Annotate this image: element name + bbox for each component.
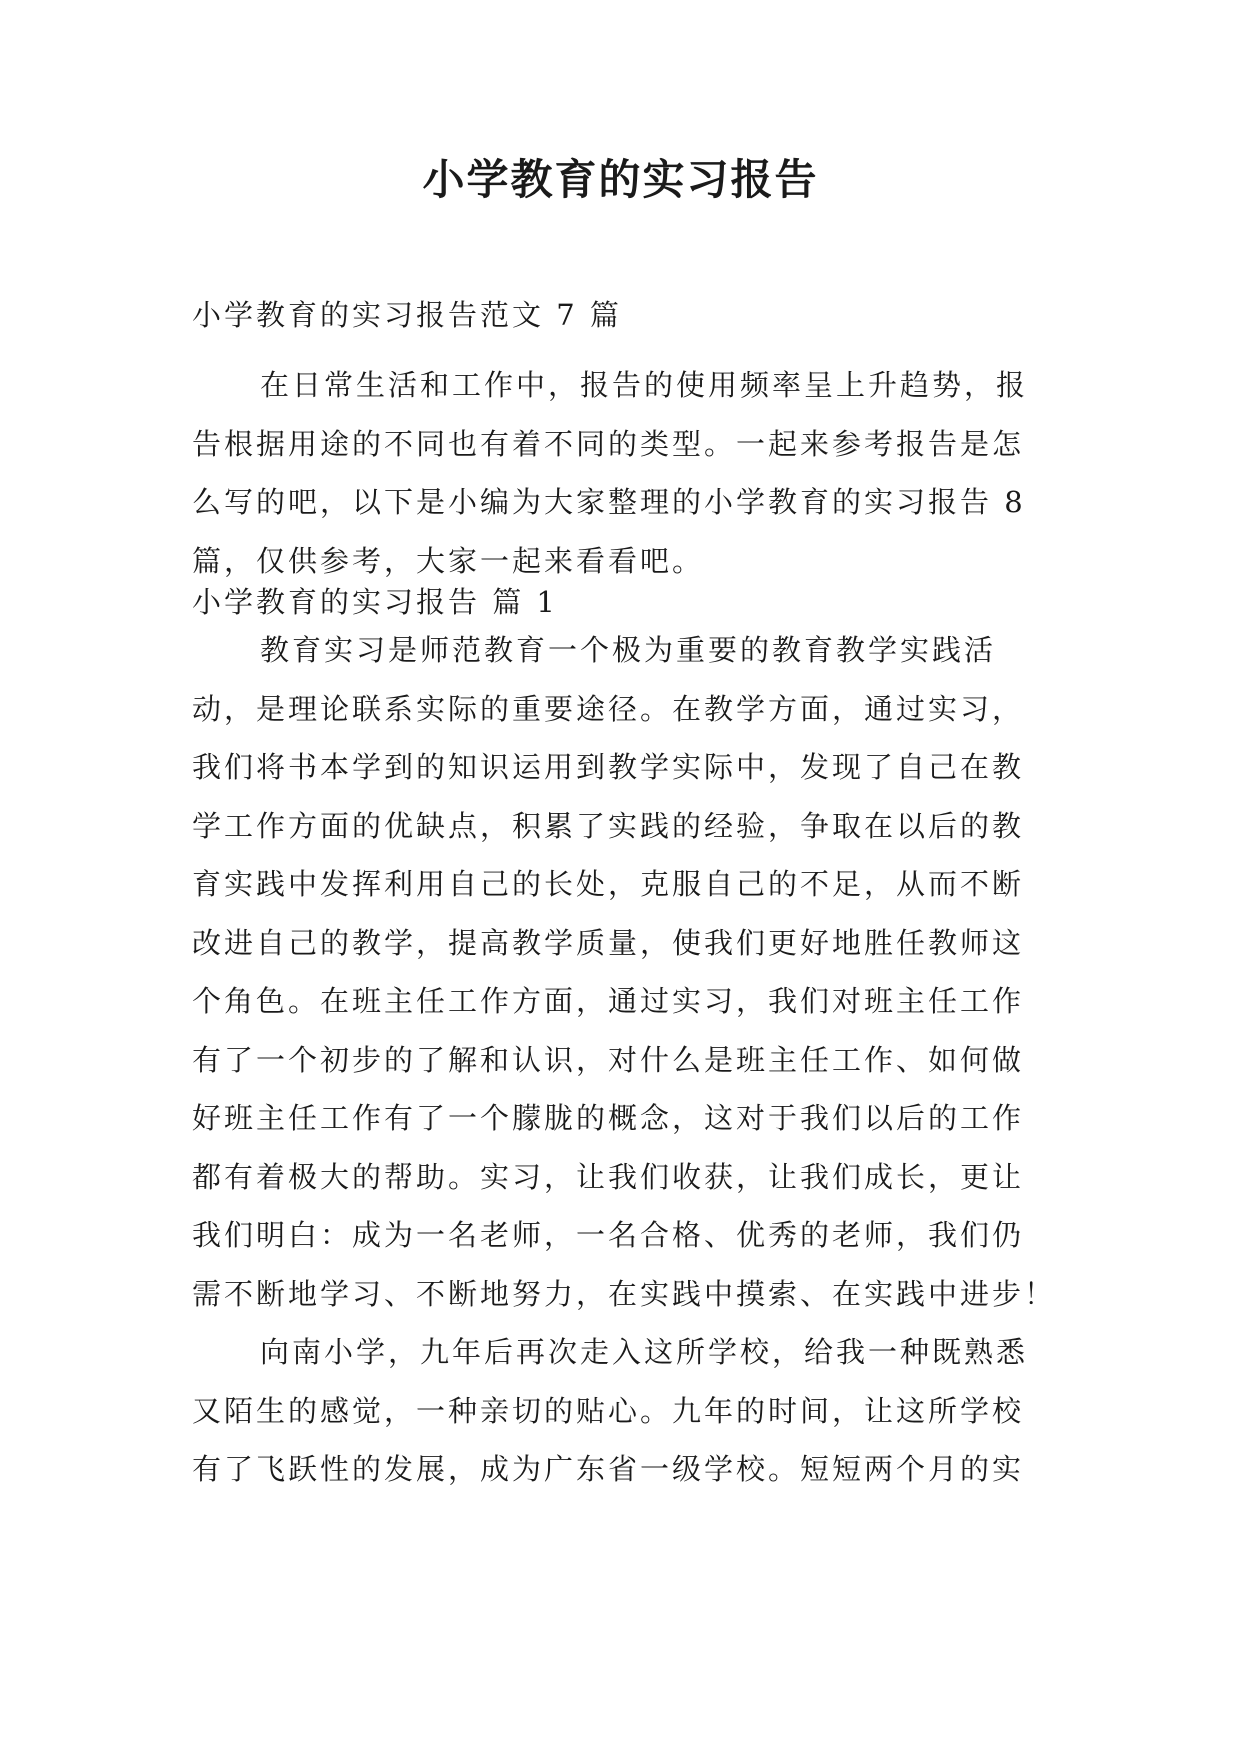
body-paragraph-2	[192, 1323, 1052, 1499]
intro-paragraph	[192, 356, 1052, 590]
text-line: 动，是理论联系实际的重要途径。在教学方面，通过实习，	[192, 691, 1025, 726]
text-line: 我们将书本学到的知识运用到教学实际中，发现了自己在教	[192, 750, 1025, 784]
page-title: 小学教育的实习报告	[422, 155, 819, 204]
text-line: 教育实习是师范教育一个极为重要的教育教学实践活	[260, 633, 997, 667]
text-line: 告根据用途的不同也有着不同的类型。一起来参考报告是怎	[192, 426, 1025, 461]
text-line: 有了飞跃性的发展，成为广东省一级学校。短短两个月的实	[192, 1452, 1025, 1486]
text-line: 学工作方面的优缺点，积累了实践的经验，争取在以后的教	[192, 808, 1025, 843]
text-line: 都有着极大的帮助。实习，让我们收获，让我们成长，更让	[192, 1159, 1025, 1194]
text-line: 个角色。在班主任工作方面，通过实习，我们对班主任工作	[192, 984, 1025, 1018]
section-heading: 小学教育的实习报告 篇 1	[192, 585, 558, 619]
text-line: 么写的吧，以下是小编为大家整理的小学教育的实习报告 8	[192, 485, 1026, 519]
text-line: 有了一个初步的了解和认识，对什么是班主任工作、如何做	[192, 1042, 1025, 1077]
body-paragraph-1	[192, 621, 1057, 1323]
text-line: 我们明白：成为一名老师，一名合格、优秀的老师，我们仍	[192, 1218, 1025, 1252]
document-subtitle: 小学教育的实习报告范文 7 篇	[192, 298, 622, 332]
text-line: 向南小学，九年后再次走入这所学校，给我一种既熟悉	[260, 1335, 1029, 1369]
text-line: 篇，仅供参考，大家一起来看看吧。	[192, 543, 705, 578]
text-line: 在日常生活和工作中，报告的使用频率呈上升趋势，报	[260, 368, 1029, 402]
text-line: 需不断地学习、不断地努力，在实践中摸索、在实践中进步！	[192, 1276, 1057, 1311]
text-line: 好班主任工作有了一个朦胧的概念，这对于我们以后的工作	[192, 1101, 1025, 1135]
text-line: 育实践中发挥利用自己的长处，克服自己的不足，从而不断	[192, 867, 1025, 901]
text-line: 改进自己的教学，提高教学质量，使我们更好地胜任教师这	[192, 925, 1025, 960]
text-line: 又陌生的感觉，一种亲切的贴心。九年的时间，让这所学校	[192, 1393, 1025, 1428]
